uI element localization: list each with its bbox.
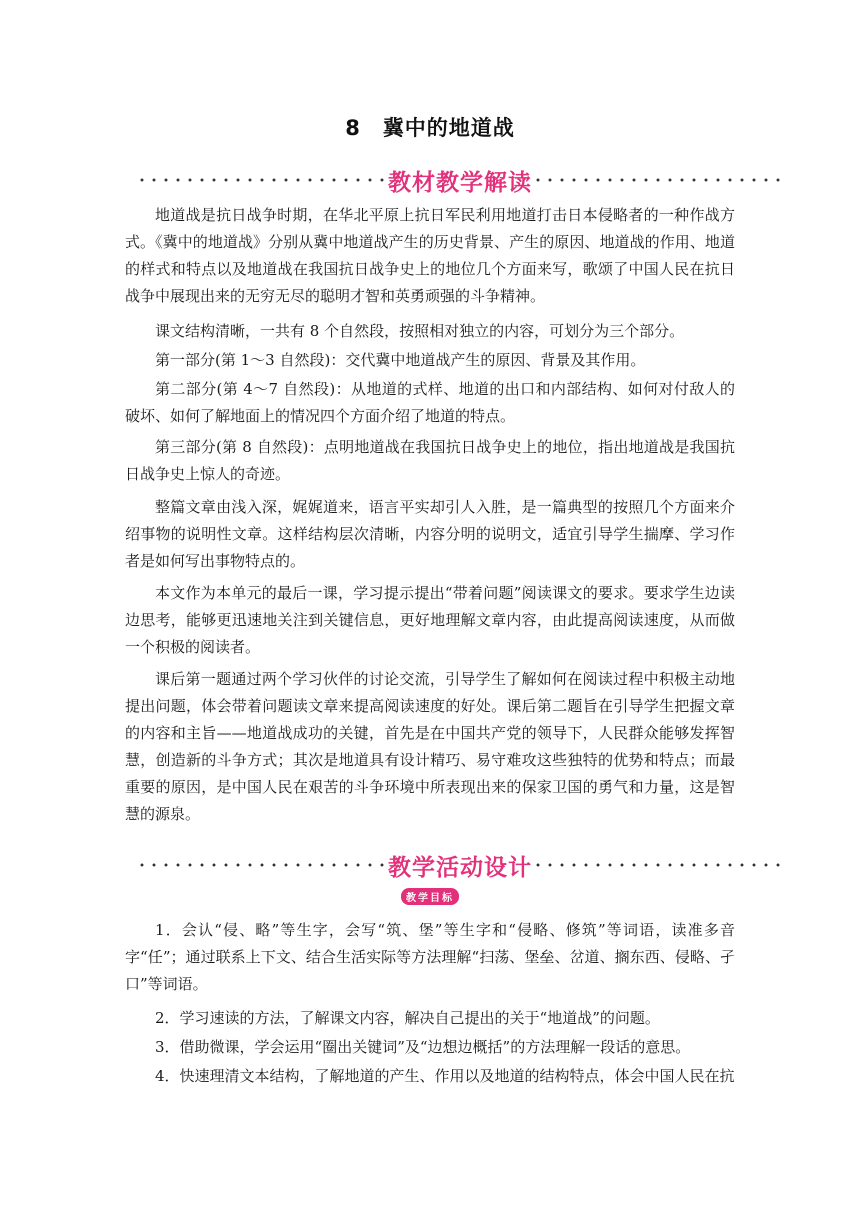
dotted-divider-left bbox=[140, 863, 384, 867]
lesson-number: 8 bbox=[345, 116, 361, 140]
goal-item: 2．学习速读的方法，了解课文内容，解决自己提出的关于“地道战”的问题。 bbox=[155, 1009, 660, 1027]
badge-label: 教学目标 bbox=[401, 888, 459, 905]
teaching-goals-badge bbox=[0, 886, 860, 905]
section-heading-label: 教材教学解读 bbox=[388, 169, 532, 196]
paragraph: 第二部分(第 4～7 自然段)：从地道的式样、地道的出口和内部结构、如何对付敌人的破坏、如何了解地面上的情况四个方面介绍了地道的特点。 bbox=[125, 380, 735, 425]
paragraph: 课文结构清晰，一共有 8 个自然段，按照相对独立的内容，可划分为三个部分。 bbox=[155, 322, 685, 340]
paragraph: 本文作为本单元的最后一课，学习提示提出“带着问题”阅读课文的要求。要求学生边读边思考，能够更迅速地关注到关键信息，更好地理解文章内容，由此提高阅读速度，从而做一个积极的阅读者。 bbox=[125, 584, 735, 656]
paragraph: 课后第一题通过两个学习伙伴的讨论交流，引导学生了解如何在阅读过程中积极主动地提出问题，体会带着问题读文章来提高阅读速度的好处。课后第二题旨在引导学生把握文章的内容和主旨——地道战成功的关键，首先是在中国共产党的领导下，人民群众能够发挥智慧，创造新的斗争方式；其次是地道具有设计精巧、易守难攻这些独特的优势和特点；而最重要的原因，是中国人民在艰苦的斗争环境中所表现出来的保家卫国的勇气和力量，这是智慧的源泉。 bbox=[125, 670, 735, 823]
section-heading-activities bbox=[140, 850, 780, 880]
page-title bbox=[0, 112, 860, 142]
dotted-divider-right bbox=[536, 863, 780, 867]
dotted-divider-left bbox=[140, 178, 384, 182]
paragraph: 第三部分(第 8 自然段)：点明地道战在我国抗日战争史上的地位，指出地道战是我国抗日战争史上惊人的奇迹。 bbox=[125, 438, 735, 483]
paragraph: 第一部分(第 1～3 自然段)：交代冀中地道战产生的原因、背景及其作用。 bbox=[155, 351, 646, 369]
paragraph: 地道战是抗日战争时期，在华北平原上抗日军民利用地道打击日本侵略者的一种作战方式。《冀中的地道战》分别从冀中地道战产生的历史背景、产生的原因、地道战的作用、地道的样式和特点以及地道战在我国抗日战争史上的地位几个方面来写，歌颂了中国人民在抗日战争中展现出来的无穷无尽的聪明才智和英勇顽强的斗争精神。 bbox=[125, 206, 735, 305]
goal-item: 1．会认“侵、略”等生字，会写“筑、堡”等生字和“侵略、修筑”等词语，读准多音字“任”；通过联系上下文、结合生活实际等方法理解“扫荡、堡垒、岔道、搁东西、侵略、孑口”等词语。 bbox=[125, 921, 735, 993]
goal-item: 3．借助微课，学会运用“圈出关键词”及“边想边概括”的方法理解一段话的意思。 bbox=[155, 1038, 691, 1056]
paragraph: 整篇文章由浅入深，娓娓道来，语言平实却引人入胜，是一篇典型的按照几个方面来介绍事物的说明性文章。这样结构层次清晰，内容分明的说明文，适宜引导学生揣摩、学习作者是如何写出事物特点的。 bbox=[125, 498, 735, 570]
dotted-divider-right bbox=[536, 178, 780, 182]
section-heading-reading bbox=[140, 165, 780, 195]
goal-item: 4．快速理清文本结构，了解地道的产生、作用以及地道的结构特点，体会中国人民在抗 bbox=[155, 1067, 735, 1085]
section-heading-label: 教学活动设计 bbox=[388, 854, 532, 881]
lesson-title: 冀中的地道战 bbox=[382, 116, 515, 140]
